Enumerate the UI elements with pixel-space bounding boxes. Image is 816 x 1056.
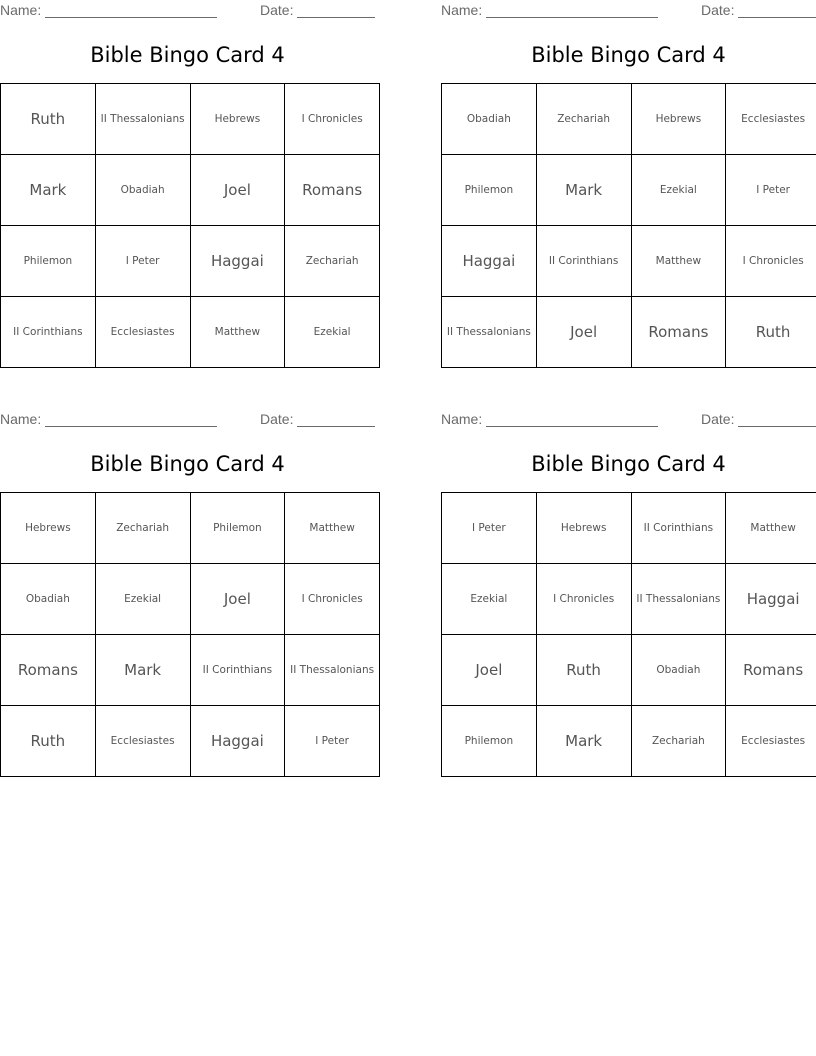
- grid-cell: Zechariah: [536, 84, 631, 155]
- grid-row: [1, 493, 380, 564]
- grid-cell: Ecclesiastes: [726, 706, 816, 777]
- grid-cell: Philemon: [1, 226, 96, 297]
- grid-row: [1, 155, 380, 226]
- card-title: Bible Bingo Card 4: [90, 452, 285, 476]
- grid-cell: I Peter: [95, 226, 190, 297]
- grid-cell: Matthew: [190, 297, 285, 368]
- grid-cell: Hebrews: [190, 84, 285, 155]
- grid-cell: Joel: [536, 297, 631, 368]
- name-label: Name:: [0, 2, 42, 18]
- grid-cell: Haggai: [442, 226, 537, 297]
- bingo-card: [0, 0, 375, 360]
- grid-cell: Romans: [631, 297, 726, 368]
- bingo-grid: [0, 492, 380, 777]
- date-field-line: [738, 17, 816, 18]
- grid-row: [442, 297, 816, 368]
- date-label: Date:: [260, 411, 294, 427]
- bingo-card: [0, 409, 375, 769]
- grid-cell: I Chronicles: [536, 564, 631, 635]
- grid-cell: Joel: [190, 155, 285, 226]
- bingo-card: [441, 409, 816, 769]
- card-title: Bible Bingo Card 4: [531, 452, 726, 476]
- grid-cell: II Thessalonians: [285, 635, 380, 706]
- grid-cell: Obadiah: [95, 155, 190, 226]
- grid-row: [442, 635, 816, 706]
- grid-cell: I Chronicles: [285, 84, 380, 155]
- grid-cell: Obadiah: [442, 84, 537, 155]
- name-field-line: [45, 17, 217, 18]
- grid-cell: Philemon: [442, 155, 537, 226]
- bingo-grid: [441, 492, 816, 777]
- grid-row: [442, 155, 816, 226]
- grid-row: [1, 564, 380, 635]
- grid-row: [442, 226, 816, 297]
- grid-cell: Hebrews: [1, 493, 96, 564]
- grid-cell: Ezekial: [631, 155, 726, 226]
- grid-cell: Zechariah: [95, 493, 190, 564]
- grid-cell: Romans: [726, 635, 816, 706]
- grid-cell: Philemon: [190, 493, 285, 564]
- grid-cell: Ecclesiastes: [726, 84, 816, 155]
- grid-cell: II Corinthians: [190, 635, 285, 706]
- grid-cell: Joel: [190, 564, 285, 635]
- date-label: Date:: [260, 2, 294, 18]
- grid-cell: Ruth: [1, 706, 96, 777]
- grid-cell: II Corinthians: [1, 297, 96, 368]
- grid-cell: II Thessalonians: [95, 84, 190, 155]
- grid-cell: Haggai: [726, 564, 816, 635]
- grid-cell: Ruth: [726, 297, 816, 368]
- grid-cell: I Chronicles: [285, 564, 380, 635]
- grid-cell: Ezekial: [95, 564, 190, 635]
- grid-cell: Mark: [536, 706, 631, 777]
- grid-cell: Mark: [1, 155, 96, 226]
- grid-cell: Obadiah: [631, 635, 726, 706]
- grid-cell: Matthew: [285, 493, 380, 564]
- grid-cell: Ecclesiastes: [95, 706, 190, 777]
- card-title: Bible Bingo Card 4: [531, 43, 726, 67]
- grid-row: [1, 706, 380, 777]
- grid-row: [1, 297, 380, 368]
- grid-cell: Zechariah: [285, 226, 380, 297]
- grid-cell: Ruth: [536, 635, 631, 706]
- grid-cell: Mark: [536, 155, 631, 226]
- grid-cell: Ruth: [1, 84, 96, 155]
- grid-cell: Joel: [442, 635, 537, 706]
- grid-cell: Zechariah: [631, 706, 726, 777]
- grid-row: [442, 84, 816, 155]
- card-header-fields: [0, 411, 375, 429]
- grid-cell: II Thessalonians: [631, 564, 726, 635]
- name-label: Name:: [0, 411, 42, 427]
- date-label: Date:: [701, 2, 735, 18]
- date-field-line: [738, 426, 816, 427]
- grid-row: [1, 84, 380, 155]
- card-title: Bible Bingo Card 4: [90, 43, 285, 67]
- grid-row: [442, 706, 816, 777]
- grid-cell: I Peter: [726, 155, 816, 226]
- grid-cell: Haggai: [190, 706, 285, 777]
- date-label: Date:: [701, 411, 735, 427]
- name-field-line: [45, 426, 217, 427]
- grid-cell: Ezekial: [442, 564, 537, 635]
- bingo-grid: [0, 83, 380, 368]
- grid-cell: Haggai: [190, 226, 285, 297]
- bingo-card: [441, 0, 816, 360]
- grid-cell: II Thessalonians: [442, 297, 537, 368]
- grid-cell: Ezekial: [285, 297, 380, 368]
- grid-cell: Ecclesiastes: [95, 297, 190, 368]
- date-field-line: [297, 17, 375, 18]
- grid-cell: Matthew: [726, 493, 816, 564]
- name-field-line: [486, 426, 658, 427]
- grid-cell: Mark: [95, 635, 190, 706]
- name-field-line: [486, 17, 658, 18]
- grid-cell: Romans: [1, 635, 96, 706]
- grid-cell: Philemon: [442, 706, 537, 777]
- grid-row: [442, 493, 816, 564]
- grid-cell: I Chronicles: [726, 226, 816, 297]
- grid-row: [1, 635, 380, 706]
- grid-cell: Obadiah: [1, 564, 96, 635]
- grid-cell: Hebrews: [631, 84, 726, 155]
- date-field-line: [297, 426, 375, 427]
- name-label: Name:: [441, 2, 483, 18]
- card-header-fields: [441, 411, 816, 429]
- grid-cell: Romans: [285, 155, 380, 226]
- grid-cell: I Peter: [285, 706, 380, 777]
- grid-row: [1, 226, 380, 297]
- grid-cell: I Peter: [442, 493, 537, 564]
- grid-cell: II Corinthians: [536, 226, 631, 297]
- card-header-fields: [441, 2, 816, 20]
- grid-cell: Matthew: [631, 226, 726, 297]
- grid-cell: Hebrews: [536, 493, 631, 564]
- name-label: Name:: [441, 411, 483, 427]
- grid-row: [442, 564, 816, 635]
- bingo-grid: [441, 83, 816, 368]
- grid-cell: II Corinthians: [631, 493, 726, 564]
- card-header-fields: [0, 2, 375, 20]
